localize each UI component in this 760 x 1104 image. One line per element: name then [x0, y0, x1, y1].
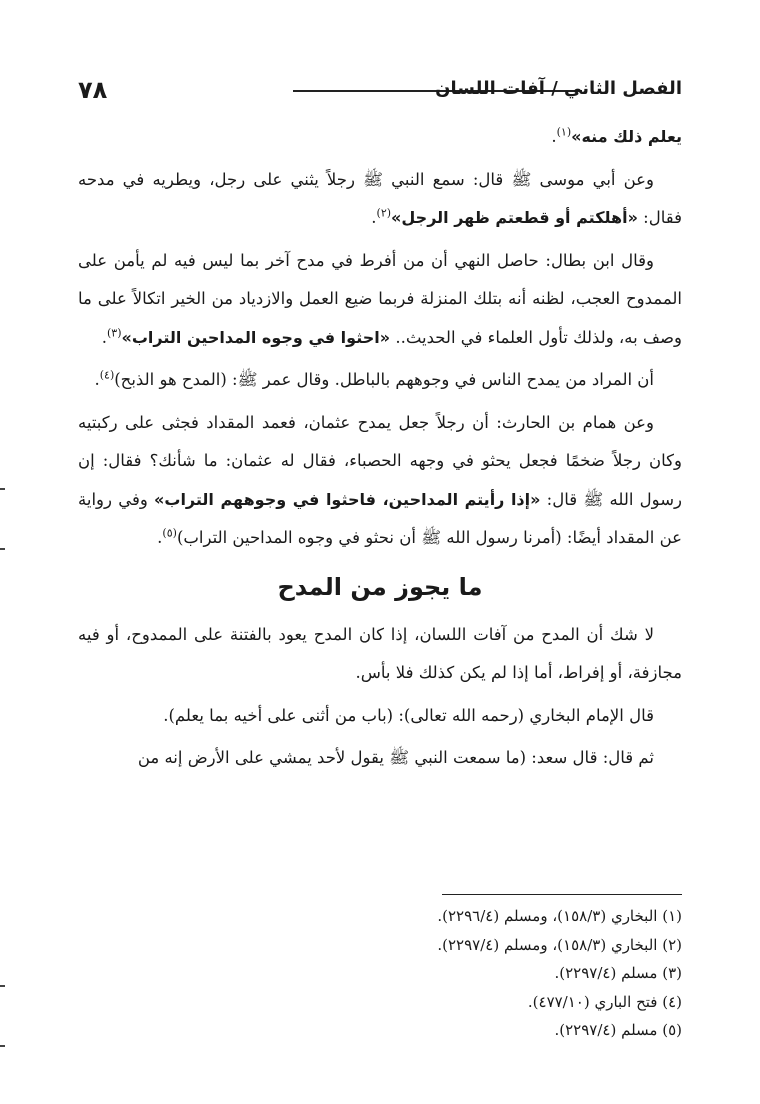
footnote-ref-4: (٤) [99, 368, 115, 382]
footnote-1: (١) البخاري (١٥٨/٣)، ومسلم (٢٢٩٦/٤). [437, 907, 682, 925]
section-paragraph-3: ثم قال: قال سعد: (ما سمعت النبي ﷺ يقول لأحد يمشي على الأرض إنه من [137, 748, 654, 767]
paragraph-4-end: . [94, 370, 100, 389]
scan-margin-mark [0, 548, 5, 550]
paragraph-2-end: . [371, 208, 377, 227]
paragraph-1-end: . [551, 127, 557, 146]
paragraph-5-text: وعن همام بن الحارث: أن رجلاً جعل يمدح عثمان، فعمد المقداد فجثى على ركبتيه وكان رجلاً ضخمًا فجعل يحثو في وجهه الحصباء، فقال له عثمان: ما شأنك؟ فقال: إن رسول الله ﷺ قال: [78, 412, 682, 509]
paragraph-2 [78, 161, 682, 238]
footnote-4: (٤) فتح الباري (٤٧٧/١٠). [527, 992, 682, 1011]
hadith-quote-3: «احثوا في وجوه المداحين التراب» [121, 327, 391, 347]
hadith-quote-2: «أهلكتم أو قطعتم ظهر الرجل» [391, 208, 638, 227]
footnote-3: (٣) مسلم (٢٢٩٧/٤). [554, 964, 682, 982]
paragraph-1 [78, 118, 682, 157]
paragraph-5 [78, 404, 682, 558]
paragraph-3-end: . [101, 327, 107, 347]
footnotes [78, 902, 682, 1045]
footnote-separator [442, 894, 682, 895]
hadith-quote-5: «إذا رأيتم المداحين، فاحثوا في وجوههم التراب» [154, 489, 541, 509]
scan-margin-mark [0, 1045, 5, 1047]
footnote-ref-2: (٢) [376, 206, 392, 220]
footnote-ref-3: (٣) [106, 326, 122, 339]
paragraph-1-text: يعلم ذلك منه» [571, 127, 682, 146]
section-heading: ما يجوز من المدح [277, 572, 483, 601]
paragraph-3-text: وقال ابن بطال: حاصل النهي أن من أفرط في مدح آخر بما ليس فيه لم يأمن على الممدوح العجب، لظنه أنه بتلك المنزلة فربما ضيع العمل والازدياد من الخير اتكالاً على ما وصف به، ولذلك تأول العلماء في الحديث.. [78, 250, 682, 347]
section-paragraph-1: لا شك أن المدح من آفات اللسان، إذا كان المدح يعود بالفتنة على الممدوح، أو فيه مجازفة، أو إفراط، أما إذا لم يكن كذلك فلا بأس. [78, 624, 682, 682]
page-number: ٧٨ [78, 76, 108, 104]
paragraph-4 [78, 361, 682, 400]
footnote-2: (٢) البخاري (١٥٨/٣)، ومسلم (٢٢٩٧/٤). [437, 935, 682, 954]
paragraph-3 [78, 242, 682, 358]
paragraph-5-narration: وفي رواية عن المقداد أيضًا: (أمرنا رسول الله ﷺ أن نحثو في وجوه المداحين التراب) [78, 489, 682, 547]
paragraph-5-end: . [157, 528, 163, 547]
section-paragraph-2: قال الإمام البخاري (رحمه الله تعالى): (باب من أثنى على أخيه بما يعلم). [163, 705, 654, 725]
scan-margin-mark [0, 488, 5, 490]
running-header [78, 76, 682, 106]
chapter-title: الفصل الثاني / آفات اللسان [435, 78, 682, 99]
paragraph-2-text: وعن أبي موسى ﷺ قال: سمع النبي ﷺ رجلاً يثني على رجل، ويطريه في مدحه فقال: [78, 169, 682, 227]
body-text [78, 118, 682, 782]
footnote-5: (٥) مسلم (٢٢٩٧/٤). [554, 1021, 682, 1039]
footnote-ref-1: (١) [556, 125, 572, 139]
footnote-ref-5: (٥) [162, 526, 177, 540]
scan-margin-mark [0, 985, 5, 987]
paragraph-4-text: أن المراد من يمدح الناس في وجوههم بالباطل. وقال عمر ﷺ: (المدح هو الذبح) [114, 370, 654, 389]
